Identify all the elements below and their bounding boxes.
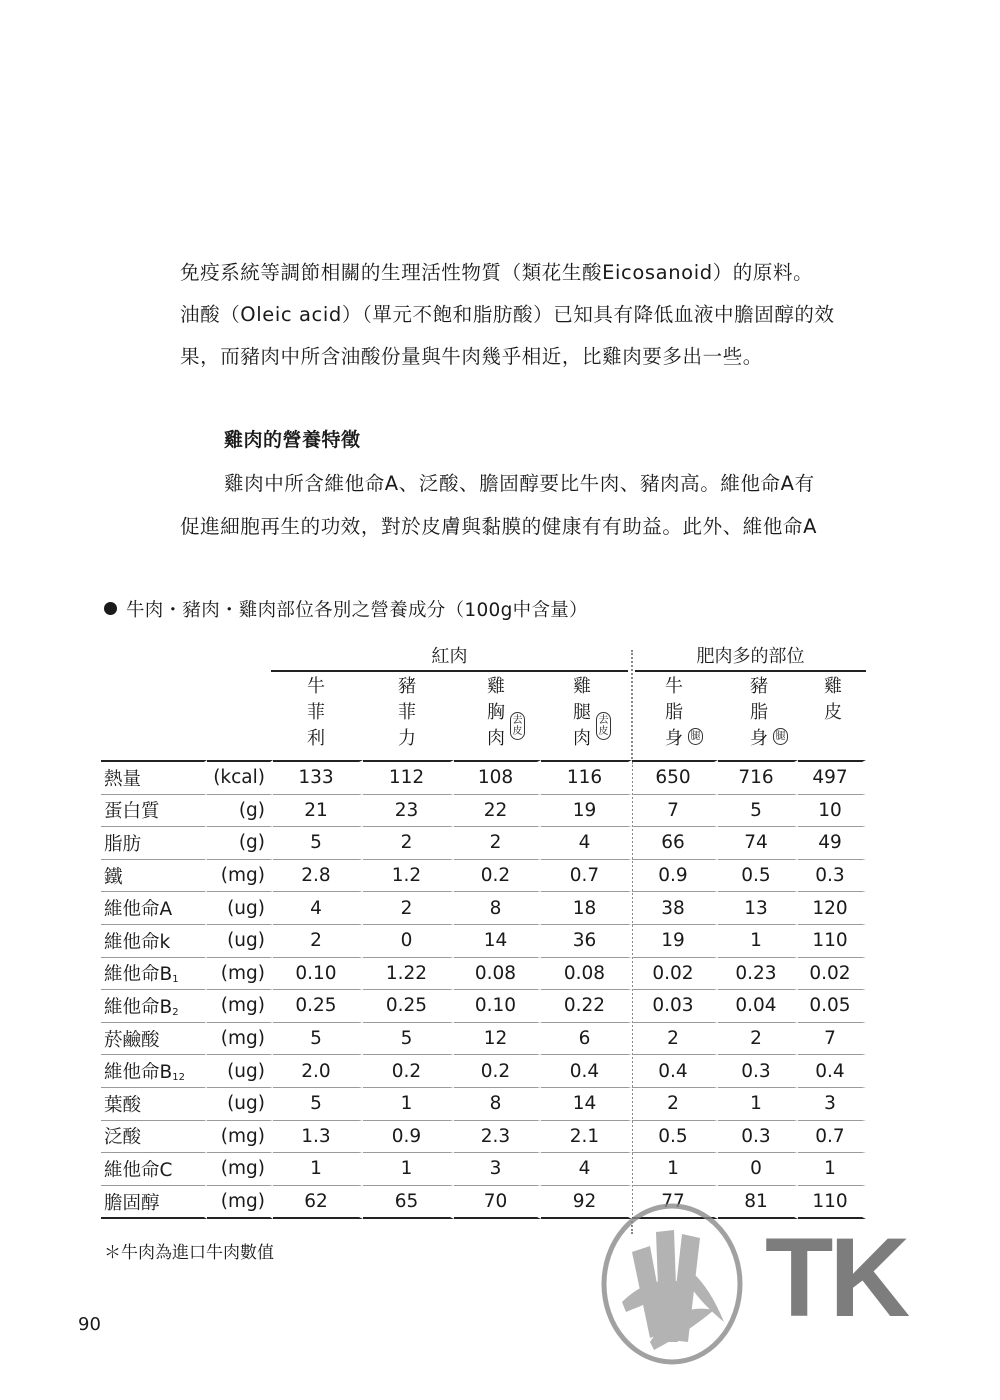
column-note-skinless: 去 皮	[596, 712, 611, 740]
table-cell: 7	[632, 795, 718, 828]
table-cell: 1	[718, 1088, 798, 1121]
table-row	[101, 1121, 866, 1154]
table-cell: 0.03	[632, 990, 718, 1023]
nutrient-label: 鐵	[104, 866, 123, 888]
nutrient-name	[101, 1186, 207, 1220]
table-cell: 0.02	[798, 958, 866, 991]
table-cell: 112	[363, 760, 454, 795]
table-cell: 2	[363, 827, 454, 860]
watermark-text: TK	[765, 1215, 907, 1340]
table-cell: 14	[454, 925, 541, 958]
section-line-1: 雞肉中所含維他命A、泛酸、膽固醇要比牛肉、豬肉高。維他命A有	[224, 472, 815, 495]
table-row	[101, 925, 866, 958]
table-row	[101, 760, 866, 795]
table-cell: 5	[273, 1088, 363, 1121]
nutrient-label: 膽固醇	[104, 1192, 160, 1214]
table-cell: 81	[718, 1186, 798, 1220]
column-header-char: 脂	[750, 702, 768, 723]
table-cell: 116	[541, 760, 632, 795]
table-cell: 0.04	[718, 990, 798, 1023]
table-cell: 1.3	[273, 1121, 363, 1154]
column-header-beef-fat	[654, 674, 694, 756]
table-cell: 0.5	[718, 860, 798, 893]
nutrient-unit: (g)	[207, 827, 273, 860]
nutrient-name	[101, 1121, 207, 1154]
table-cell: 0.4	[632, 1055, 718, 1088]
table-cell: 0.25	[363, 990, 454, 1023]
table-cell: 2	[273, 925, 363, 958]
table-cell: 650	[632, 760, 718, 795]
table-cell: 0.2	[363, 1055, 454, 1088]
column-header-char: 牛	[665, 676, 683, 697]
column-note-leg: 腿	[688, 728, 703, 745]
table-cell: 0.08	[454, 958, 541, 991]
table-cell: 0.02	[632, 958, 718, 991]
column-header-pork-fat	[739, 674, 779, 756]
table-row	[101, 1088, 866, 1121]
table-cell: 0.3	[718, 1055, 798, 1088]
table-cell: 74	[718, 827, 798, 860]
nutrition-table	[101, 760, 866, 1219]
column-header-char: 脂	[665, 702, 683, 723]
table-cell: 3	[454, 1153, 541, 1186]
table-cell: 0.2	[454, 860, 541, 893]
nutrient-subscript: 12	[172, 1072, 185, 1084]
table-row	[101, 990, 866, 1023]
column-header-chicken-skin	[813, 674, 853, 756]
table-cell: 0.4	[541, 1055, 632, 1088]
table-cell: 22	[454, 795, 541, 828]
table-cell: 716	[718, 760, 798, 795]
column-header-char: 皮	[824, 702, 842, 723]
table-cell: 5	[273, 827, 363, 860]
table-cell: 0.9	[363, 1121, 454, 1154]
table-cell: 2	[718, 1023, 798, 1056]
nutrient-name	[101, 1153, 207, 1186]
column-header-char: 雞	[573, 676, 591, 697]
table-row	[101, 892, 866, 925]
table-cell: 92	[541, 1186, 632, 1220]
table-cell: 19	[632, 925, 718, 958]
column-header-char: 菲	[307, 702, 325, 723]
nutrient-label: 維他命C	[104, 1159, 173, 1181]
table-cell: 23	[363, 795, 454, 828]
table-cell: 66	[632, 827, 718, 860]
table-cell: 0.25	[273, 990, 363, 1023]
column-header-char: 利	[307, 728, 325, 749]
table-cell: 2.1	[541, 1121, 632, 1154]
table-cell: 110	[798, 1186, 866, 1220]
table-cell: 5	[363, 1023, 454, 1056]
table-cell: 1	[718, 925, 798, 958]
table-cell: 1	[273, 1153, 363, 1186]
bullet-icon	[104, 602, 117, 615]
table-row	[101, 827, 866, 860]
table-cell: 133	[273, 760, 363, 795]
table-cell: 12	[454, 1023, 541, 1056]
column-header-char: 雞	[487, 676, 505, 697]
table-cell: 0.7	[798, 1121, 866, 1154]
column-header-char: 腿	[573, 702, 591, 723]
nutrient-label: 維他命k	[104, 931, 171, 953]
table-cell: 1.22	[363, 958, 454, 991]
nutrient-unit: (kcal)	[207, 760, 273, 795]
bamboo-watermark-logo	[592, 1192, 752, 1367]
nutrient-name	[101, 1088, 207, 1121]
nutrient-subscript: 2	[172, 1006, 179, 1018]
table-cell: 2	[632, 1088, 718, 1121]
nutrient-name	[101, 892, 207, 925]
table-cell: 3	[798, 1088, 866, 1121]
table-cell: 70	[454, 1186, 541, 1220]
table-cell: 0.7	[541, 860, 632, 893]
column-header-char: 力	[398, 728, 416, 749]
nutrient-unit: (mg)	[207, 1153, 273, 1186]
table-cell: 7	[798, 1023, 866, 1056]
table-cell: 1	[798, 1153, 866, 1186]
column-header-char: 豬	[398, 676, 416, 697]
nutrient-unit: (g)	[207, 795, 273, 828]
column-header-char: 菲	[398, 702, 416, 723]
table-cell: 6	[541, 1023, 632, 1056]
column-header-char: 身	[750, 728, 768, 749]
nutrient-label: 菸鹼酸	[104, 1029, 160, 1051]
table-cell: 0.10	[273, 958, 363, 991]
table-cell: 0.23	[718, 958, 798, 991]
nutrient-name	[101, 1055, 207, 1088]
nutrient-name	[101, 827, 207, 860]
table-cell: 0.5	[632, 1121, 718, 1154]
body-line-2: 油酸（Oleic acid）（單元不飽和脂肪酸）已知具有降低血液中膽固醇的效	[180, 303, 835, 326]
nutrient-unit: (mg)	[207, 990, 273, 1023]
table-cell: 5	[718, 795, 798, 828]
table-cell: 49	[798, 827, 866, 860]
table-cell: 0.3	[718, 1121, 798, 1154]
nutrient-label: 熱量	[104, 768, 142, 790]
table-cell: 36	[541, 925, 632, 958]
table-cell: 38	[632, 892, 718, 925]
nutrient-unit: (ug)	[207, 892, 273, 925]
table-row	[101, 860, 866, 893]
table-cell: 8	[454, 892, 541, 925]
column-header-char: 肉	[573, 728, 591, 749]
table-cell: 19	[541, 795, 632, 828]
table-cell: 13	[718, 892, 798, 925]
table-cell: 65	[363, 1186, 454, 1220]
nutrient-label: 維他命A	[104, 899, 173, 921]
column-header-char: 身	[665, 728, 683, 749]
table-cell: 0.08	[541, 958, 632, 991]
table-cell: 2.3	[454, 1121, 541, 1154]
column-header-beef-fillet	[296, 674, 336, 756]
nutrient-label: 葉酸	[104, 1094, 142, 1116]
table-cell: 0.05	[798, 990, 866, 1023]
table-cell: 110	[798, 925, 866, 958]
table-cell: 0.22	[541, 990, 632, 1023]
table-row	[101, 958, 866, 991]
table-cell: 0.3	[798, 860, 866, 893]
table-cell: 0	[718, 1153, 798, 1186]
table-cell: 14	[541, 1088, 632, 1121]
table-row	[101, 795, 866, 828]
table-cell: 1	[363, 1153, 454, 1186]
table-cell: 497	[798, 760, 866, 795]
nutrient-subscript: 1	[172, 974, 179, 986]
table-cell: 62	[273, 1186, 363, 1220]
table-cell: 120	[798, 892, 866, 925]
nutrient-name	[101, 990, 207, 1023]
table-cell: 2.8	[273, 860, 363, 893]
nutrient-label: 蛋白質	[104, 801, 160, 823]
group-separator	[631, 650, 633, 762]
table-row	[101, 1055, 866, 1088]
column-header-char: 胸	[487, 702, 505, 723]
nutrient-name	[101, 1023, 207, 1056]
table-cell: 108	[454, 760, 541, 795]
table-cell: 2.0	[273, 1055, 363, 1088]
column-note-leg: 腿	[773, 728, 788, 745]
table-row	[101, 1153, 866, 1186]
table-cell: 5	[273, 1023, 363, 1056]
nutrient-name	[101, 958, 207, 991]
table-cell: 21	[273, 795, 363, 828]
group-header-red-meat: 紅肉	[271, 642, 628, 672]
nutrient-unit: (mg)	[207, 1121, 273, 1154]
table-footnote: ＊牛肉為進口牛肉數值	[104, 1243, 274, 1263]
section-heading: 雞肉的營養特徵	[224, 429, 361, 451]
column-header-char: 牛	[307, 676, 325, 697]
nutrient-unit: (mg)	[207, 860, 273, 893]
table-cell: 1	[363, 1088, 454, 1121]
nutrient-unit: (ug)	[207, 1055, 273, 1088]
nutrient-name	[101, 760, 207, 795]
table-cell: 8	[454, 1088, 541, 1121]
table-cell: 4	[273, 892, 363, 925]
body-line-1: 免疫系統等調節相關的生理活性物質（類花生酸Eicosanoid）的原料。	[180, 261, 814, 284]
group-header-fatty-parts: 肥肉多的部位	[635, 642, 866, 672]
nutrient-name	[101, 795, 207, 828]
nutrient-label: 維他命B	[104, 996, 173, 1018]
table-cell: 1.2	[363, 860, 454, 893]
table-cell: 0.9	[632, 860, 718, 893]
nutrient-unit: (mg)	[207, 1023, 273, 1056]
table-cell: 4	[541, 827, 632, 860]
nutrient-label: 脂肪	[104, 833, 142, 855]
table-cell: 77	[632, 1186, 718, 1220]
table-row	[101, 1023, 866, 1056]
nutrient-unit: (ug)	[207, 925, 273, 958]
nutrient-label: 泛酸	[104, 1127, 142, 1149]
body-line-3: 果，而豬肉中所含油酸份量與牛肉幾乎相近，比雞肉要多出一些。	[180, 345, 763, 368]
nutrient-label: 維他命B	[104, 1062, 173, 1084]
section-line-2: 促進細胞再生的功效，對於皮膚與黏膜的健康有有助益。此外、維他命A	[180, 515, 818, 538]
nutrient-label: 維他命B	[104, 964, 173, 986]
table-cell: 0	[363, 925, 454, 958]
table-cell: 2	[454, 827, 541, 860]
table-cell: 4	[541, 1153, 632, 1186]
column-header-char: 豬	[750, 676, 768, 697]
table-cell: 2	[632, 1023, 718, 1056]
nutrient-unit: (mg)	[207, 1186, 273, 1220]
table-caption	[104, 596, 588, 622]
table-cell: 10	[798, 795, 866, 828]
table-cell: 0.2	[454, 1055, 541, 1088]
table-cell: 0.10	[454, 990, 541, 1023]
table-cell: 18	[541, 892, 632, 925]
column-header-char: 雞	[824, 676, 842, 697]
nutrient-unit: (mg)	[207, 958, 273, 991]
table-cell: 0.4	[798, 1055, 866, 1088]
column-header-pork-fillet	[387, 674, 427, 756]
nutrient-unit: (ug)	[207, 1088, 273, 1121]
page-number: 90	[78, 1314, 101, 1335]
caption-text: 牛肉・豬肉・雞肉部位各別之營養成分（100g中含量）	[126, 600, 588, 621]
table-cell: 1	[632, 1153, 718, 1186]
nutrient-name	[101, 925, 207, 958]
nutrient-name	[101, 860, 207, 893]
table-cell: 2	[363, 892, 454, 925]
column-header-char: 肉	[487, 728, 505, 749]
column-note-skinless: 去 皮	[510, 712, 525, 740]
